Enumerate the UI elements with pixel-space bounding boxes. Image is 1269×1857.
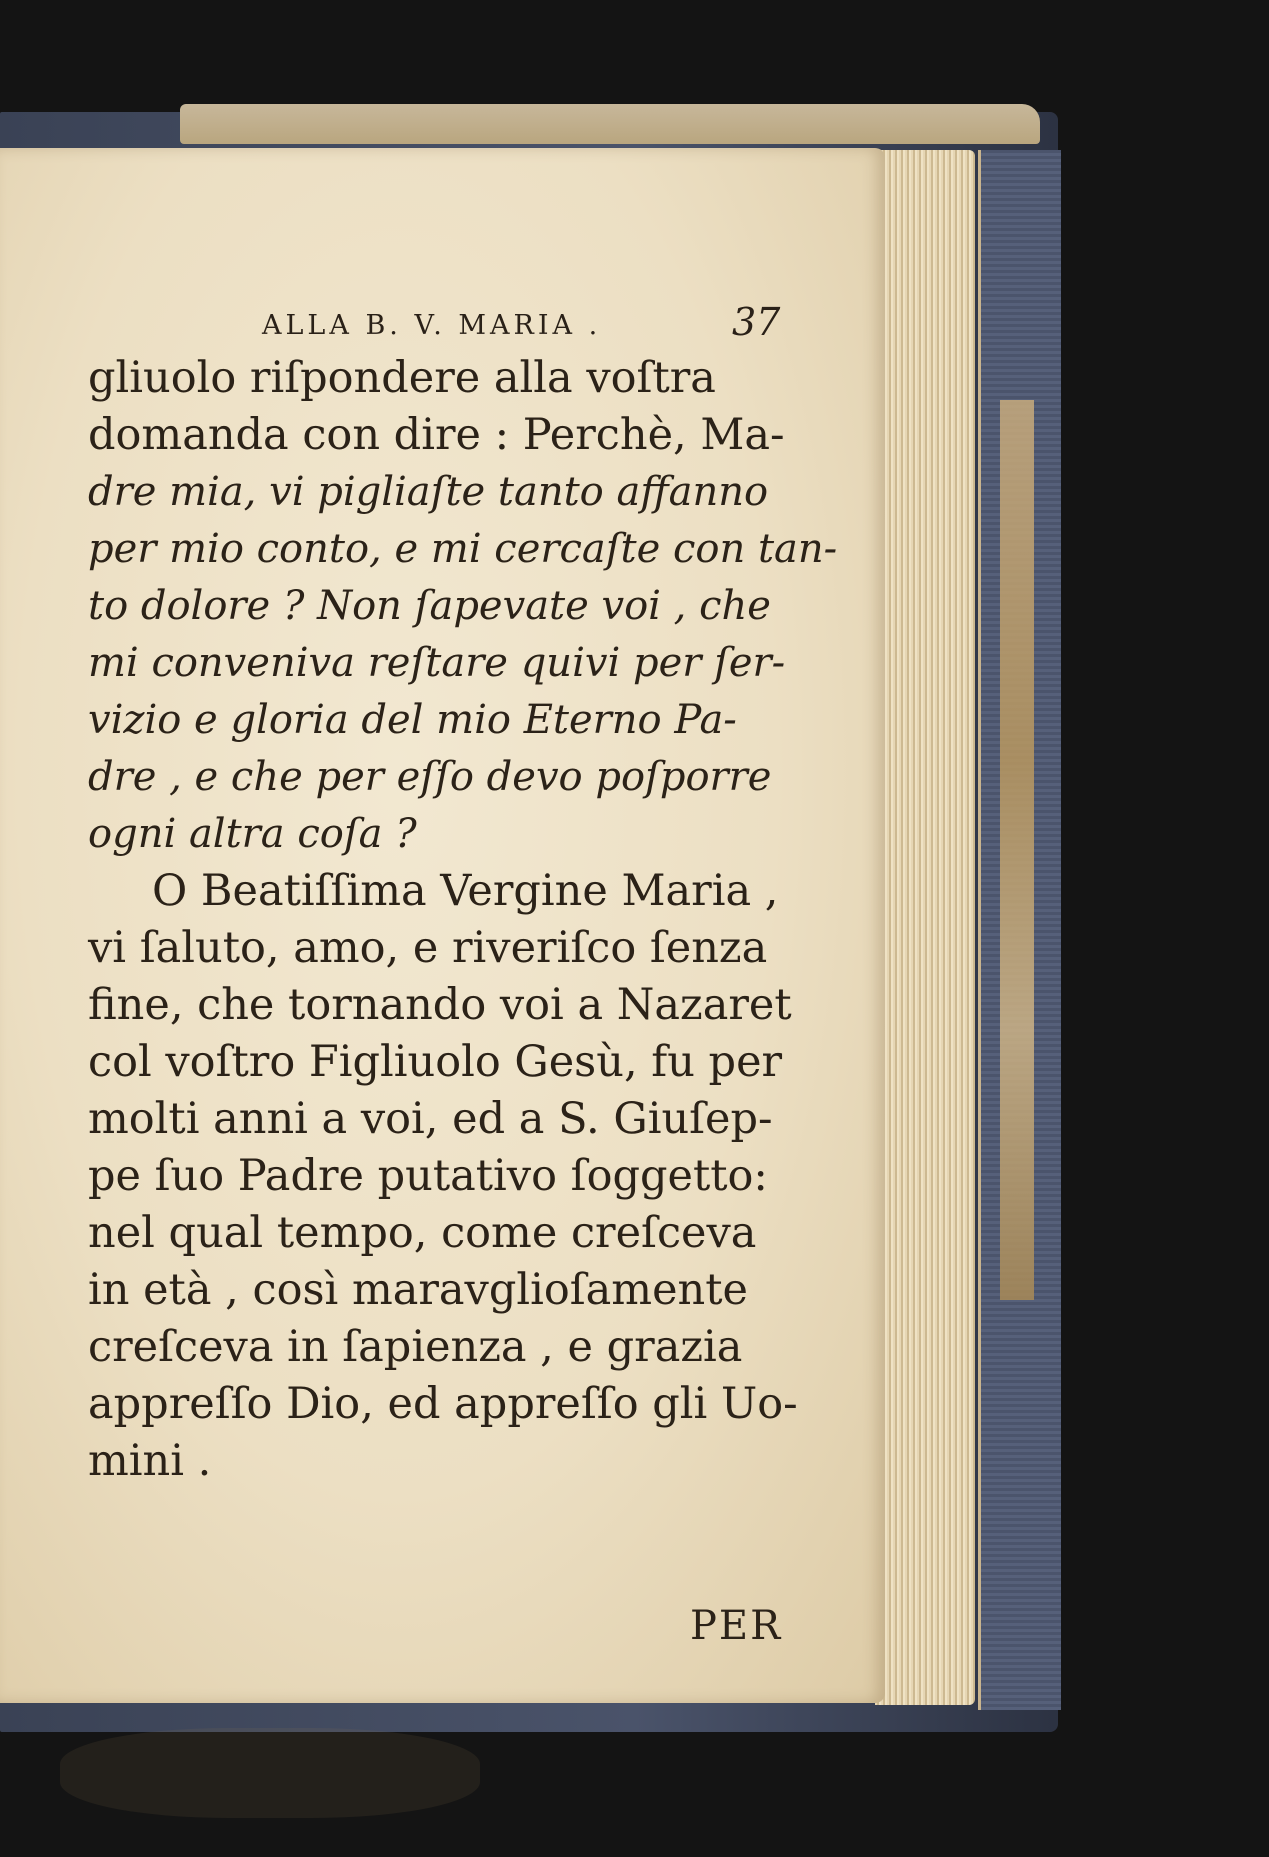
text-line: vi ſaluto, amo, e riveriſco ſenza (88, 923, 768, 973)
cover-worn-edge (1000, 400, 1034, 1300)
text-line: creſceva in ſapienza , e grazia (88, 1322, 743, 1372)
text-line: domanda con dire : Perchè, Ma- (88, 410, 785, 460)
text-line: pe ſuo Padre putativo ſoggetto: (88, 1151, 768, 1201)
text-line: mini . (88, 1436, 212, 1486)
text-line-italic: per mio conto, e mi cercaſte con tan- (88, 526, 838, 572)
paragraph-1 (88, 350, 838, 863)
text-line: appreſſo Dio, ed appreſſo gli Uo- (88, 1379, 798, 1429)
page-edges (875, 150, 975, 1705)
page-text (88, 350, 838, 1490)
running-head (262, 300, 822, 350)
page-number: 37 (732, 300, 781, 344)
text-line: col voſtro Figliuolo Gesù, fu per (88, 1037, 783, 1087)
text-line-italic: mi conveniva reſtare quivi per ſer- (88, 640, 786, 686)
catchword: PER (690, 1603, 783, 1649)
cover-top-edge (180, 104, 1040, 144)
page-stain (60, 1728, 480, 1818)
text-line-italic: ogni altra coſa ? (88, 811, 417, 857)
text-line-italic: dre , e che per eſſo devo poſporre (88, 754, 772, 800)
text-line: molti anni a voi, ed a S. Giuſep- (88, 1094, 773, 1144)
text-line: fine, che tornando voi a Nazaret (88, 980, 792, 1030)
text-line-italic: dre mia, vi pigliaſte tanto affanno (88, 469, 769, 515)
text-line: gliuolo riſpondere alla voſtra (88, 353, 716, 403)
text-line-italic: vizio e gloria del mio Eterno Pa- (88, 697, 737, 743)
text-line-italic: to dolore ? Non ſapevate voi , che (88, 583, 771, 629)
text-line: O Beatiſſima Vergine Maria , (152, 866, 779, 916)
running-head-title: ALLA B. V. MARIA . (262, 310, 602, 341)
paragraph-2 (88, 863, 808, 1490)
text-line: in età , così maravglioſamente (88, 1265, 748, 1315)
text-line: nel qual tempo, come creſceva (88, 1208, 757, 1258)
